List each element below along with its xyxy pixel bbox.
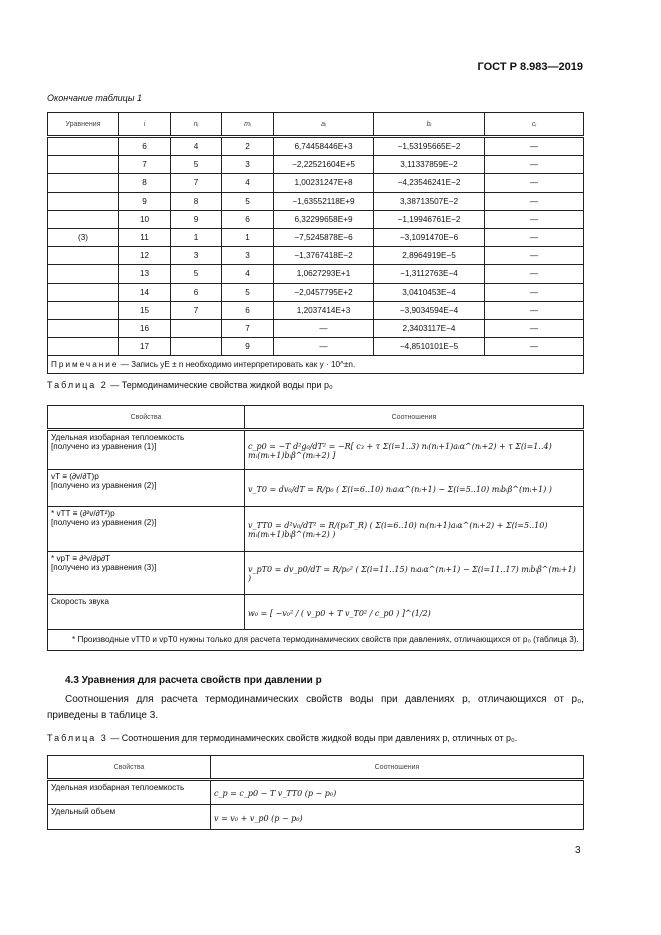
table-row [48,780,584,805]
table-cell: 6,74458446E+3 [274,137,374,156]
table-cell: 6 [222,301,274,319]
table-1 [47,112,584,374]
table-cell [48,283,119,301]
property-name: Удельная изобарная теплоемкость [48,780,211,805]
document-id: ГОСТ Р 8.983—2019 [477,61,583,73]
table-cell: 8 [171,192,222,210]
table-cell: 3,0410453E−4 [374,283,485,301]
table-cell: 8 [119,174,171,192]
table-cell: 14 [119,283,171,301]
table-cell [48,301,119,319]
table-cell [48,192,119,210]
formula: c_p0 = −T d²g₀/dT² = −R[ c₃ + τ Σ(i=1..3) nᵢ(nᵢ+1)aᵢα^(nᵢ+2) + τ Σ(i=1..4) mᵢ(mᵢ+1)bᵢβ^(mᵢ+2) ] [245,430,584,470]
table-3 [47,755,584,830]
col-header: Свойства [48,756,211,780]
note-text: — Запись yE ± n необходимо интерпретировать как y · 10^±n. [118,360,356,370]
property-name: * vTT ≡ (∂²v/∂T²)p [51,509,115,518]
note-label: Примечание [51,360,119,370]
table-cell: 6 [171,283,222,301]
table-row [48,247,584,265]
table-cell: 16 [119,319,171,337]
col-header: cᵢ [485,113,584,137]
col-header: bᵢ [374,113,485,137]
table-cell: 7 [171,301,222,319]
table-cell: — [274,319,374,337]
property-name: vT ≡ (∂v/∂T)p [51,472,99,481]
caption-label: Таблица 2 [47,380,108,390]
property-cell [48,430,245,470]
table-cell: 15 [119,301,171,319]
table-cell [48,319,119,337]
table-cell: — [485,137,584,156]
table-cell: 5 [222,283,274,301]
table-cell: — [485,319,584,337]
property-source: [получено из уравнения (2)] [51,481,157,490]
property-cell [48,470,245,507]
table-cell: 1 [222,228,274,246]
table-cell [48,137,119,156]
property-name: Скорость звука [51,597,109,606]
table-row [48,228,584,246]
table-row [48,507,584,552]
table-cell: — [485,265,584,283]
col-header: mᵢ [222,113,274,137]
caption-text: — Соотношения для термодинамических свойств жидкой воды при давлениях p, отличных от p₀. [107,733,518,743]
table-cell: 1,00231247E+8 [274,174,374,192]
table-cell: −3,9034594E−4 [374,301,485,319]
table-cell: 5 [222,192,274,210]
property-source: [получено из уравнения (3)] [51,563,157,572]
table-cell: −3,1091470E−6 [374,228,485,246]
table-cell [171,338,222,356]
table-row [48,319,584,337]
table-cell: — [485,283,584,301]
table-cell: 7 [222,319,274,337]
table-cell: 9 [222,338,274,356]
table-cell [48,210,119,228]
col-header: Соотношения [245,406,584,430]
col-header: nᵢ [171,113,222,137]
table-cell: — [485,338,584,356]
table-cell: 3,38713507E−2 [374,192,485,210]
table-cell: 7 [119,156,171,174]
table-cell: — [485,210,584,228]
table-cell: 5 [171,265,222,283]
col-header: i [119,113,171,137]
formula: v_T0 = dv₀/dT = R/p₀ ( Σ(i=6..10) nᵢaᵢα^(nᵢ+1) − Σ(i=5..10) mᵢbᵢβ^(mᵢ+1) ) [245,470,584,507]
table-cell: 3 [222,156,274,174]
formula: c_p = c_p0 − T v_TT0 (p − p₀) [211,780,584,805]
section-heading: 4.3 Уравнения для расчета свойств при давлении p [65,675,322,686]
table-cell: — [485,192,584,210]
col-header: aᵢ [274,113,374,137]
property-cell [48,552,245,595]
table-cell: −4,23546241E−2 [374,174,485,192]
table-row [48,301,584,319]
table-cell: 6 [119,137,171,156]
property-source: [получено из уравнения (1)] [51,442,157,451]
table-cell: −1,3767418E−2 [274,247,374,265]
table-cell: — [274,338,374,356]
table-row [48,156,584,174]
table-cell [48,174,119,192]
col-header: Соотношения [211,756,584,780]
table-cell: 9 [119,192,171,210]
table1-note [48,356,584,374]
caption-label: Таблица 3 [47,733,108,743]
table-cell [48,156,119,174]
property-cell [48,507,245,552]
table-cell: 3,11337859E−2 [374,156,485,174]
formula: w₀ = [ −v₀² / ( v_p0 + T v_T0² / c_p0 ) ]^(1/2) [245,595,584,630]
table-row [48,338,584,356]
table-cell: −4,8510101E−5 [374,338,485,356]
table-cell: −2,22521604E+5 [274,156,374,174]
table-2 [47,405,584,651]
table-cell: 1 [171,228,222,246]
table-cell: (3) [48,228,119,246]
table-cell: 2,8964919E−5 [374,247,485,265]
table-cell: 3 [171,247,222,265]
table-row [48,210,584,228]
table-cell: 11 [119,228,171,246]
table-row [48,137,584,156]
table-cell: 9 [171,210,222,228]
table-cell: 17 [119,338,171,356]
table-cell [48,265,119,283]
table-cell: 1,2037414E+3 [274,301,374,319]
table2-footnote: * Производные vTT0 и vpT0 нужны только для расчета термодинамических свойств при давлениях, отличающихся от p₀ (таблица 3). [48,630,584,651]
property-source: [получено из уравнения (2)] [51,518,157,527]
page-number: 3 [575,845,581,856]
table-cell: 4 [222,265,274,283]
table-cell: 2 [222,137,274,156]
table-row [48,470,584,507]
table-row [48,192,584,210]
table-cell: — [485,228,584,246]
table-row [48,430,584,470]
table-row [48,552,584,595]
table-cell: −1,53195665E−2 [374,137,485,156]
table-cell: −7,5245878E−6 [274,228,374,246]
table1-continuation: Окончание таблицы 1 [47,93,142,103]
table-cell: — [485,301,584,319]
table-cell: 4 [171,137,222,156]
property-name: * vpT ≡ ∂²v/∂p∂T [51,554,111,563]
table-cell: 2,3403117E−4 [374,319,485,337]
table-cell: 5 [171,156,222,174]
table3-caption [47,733,517,743]
table2-caption [47,380,333,390]
caption-text: — Термодинамические свойства жидкой воды при p₀ [107,380,333,390]
table-cell: — [485,174,584,192]
table-cell: 3 [222,247,274,265]
table-cell: 1,0627293E+1 [274,265,374,283]
table-cell: 4 [222,174,274,192]
formula: v_pT0 = dv_p0/dT = R/p₀² ( Σ(i=11..15) nᵢaᵢα^(nᵢ+1) − Σ(i=11..17) mᵢbᵢβ^(mᵢ+1) ) [245,552,584,595]
formula: v_TT0 = d²v₀/dT² = R/(p₀T_R) ( Σ(i=6..10) nᵢ(nᵢ+1)aᵢα^(nᵢ+2) + Σ(i=5..10) mᵢ(mᵢ+1)bᵢβ^(mᵢ+2) ) [245,507,584,552]
table-cell: 6,32299658E+9 [274,210,374,228]
section-paragraph: Соотношения для расчета термодинамических свойств воды при давлениях p, отличающихся от p₀, приведены в таблице 3. [47,694,584,721]
table-row [48,174,584,192]
table-cell: −1,19946761E−2 [374,210,485,228]
table-cell: 10 [119,210,171,228]
table-cell: 12 [119,247,171,265]
table-cell: 6 [222,210,274,228]
table-cell [48,338,119,356]
table-cell: — [485,247,584,265]
table-cell [171,319,222,337]
table-cell: −2,0457795E+2 [274,283,374,301]
table-row [48,595,584,630]
table-row [48,283,584,301]
table-cell: −1,3112763E−4 [374,265,485,283]
table-row [48,805,584,830]
col-header: Свойства [48,406,245,430]
table-cell: 13 [119,265,171,283]
property-name: Удельная изобарная теплоемкость [51,433,185,442]
property-cell [48,595,245,630]
table-cell: −1,63552118E+9 [274,192,374,210]
property-name: Удельный объем [48,805,211,830]
table-row [48,265,584,283]
formula: v = v₀ + v_p0 (p − p₀) [211,805,584,830]
table-cell [48,247,119,265]
table-cell: — [485,156,584,174]
table-cell: 7 [171,174,222,192]
col-header: Уравнения [48,113,119,137]
